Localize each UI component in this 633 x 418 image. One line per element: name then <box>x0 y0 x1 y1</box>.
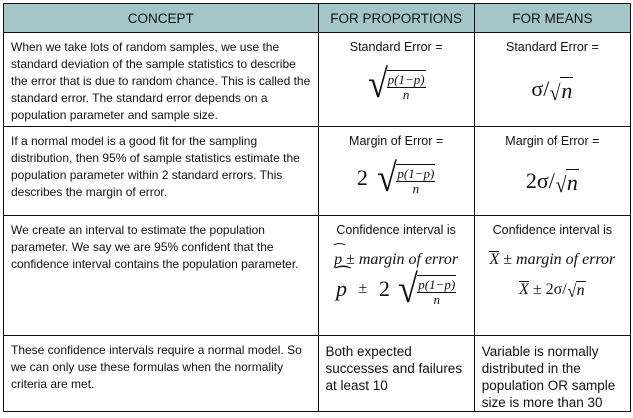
proportions-cell <box>318 216 474 336</box>
formula-label: Confidence interval is <box>336 223 456 237</box>
sqrt-icon: √ $\frac{p(1-p)}{n}$ <box>398 266 456 311</box>
ci-mean-line1: X ± margin of error <box>489 251 616 268</box>
formula-label: Standard Error = <box>349 40 443 54</box>
concept-cell: These confidence intervals require a normal model. So we can only use these formulas when the normality criteria are met. <box>4 336 319 412</box>
means-cell <box>474 33 630 127</box>
table-row-margin-of-error <box>4 127 631 216</box>
ci-mean-line2: X ± 2σ/ √ n <box>519 281 585 301</box>
proportions-cell <box>318 127 474 216</box>
ci-proportion-line1: ⁀ p ± margin of error <box>319 251 474 269</box>
margin-of-error-mean-formula: 2σ/ √ n <box>525 168 578 198</box>
concept-cell: When we take lots of random samples, we use the standard deviation of the sample statistics to describe the error that is due to random chance. This is called the standard error. The standard error depends on a population parameter and sample size. <box>4 33 319 127</box>
margin-of-error-proportion-formula: 2 √ $\frac{p(1-p)}{n}$ <box>356 155 435 200</box>
proportions-cell <box>318 33 474 127</box>
means-cell <box>474 216 630 336</box>
concept-cell: If a normal model is a good fit for the sampling distribution, then 95% of sample statistics estimate the population parameter within 2 standard errors. This describes the margin of error. <box>4 127 319 216</box>
header-means: FOR MEANS <box>474 4 630 33</box>
means-condition-cell: Variable is normally distributed in the population OR sample size is more than 30 <box>474 336 630 412</box>
table-row-conditions <box>4 336 631 412</box>
table-row-confidence-interval <box>4 216 631 336</box>
concept-cell: We create an interval to estimate the population parameter. We say we are 95% confident that the confidence interval contains the population parameter. <box>4 216 319 336</box>
header-proportions: FOR PROPORTIONS <box>318 4 474 33</box>
table-row-standard-error <box>4 33 631 127</box>
formula-label: Margin of Error = <box>349 134 444 148</box>
header-concept: CONCEPT <box>4 4 319 33</box>
formula-label: Confidence interval is <box>492 223 613 237</box>
header-row <box>4 4 631 33</box>
standard-error-mean-formula: σ/ √ n <box>531 76 573 106</box>
proportions-condition-cell: Both expected successes and failures at least 10 <box>318 336 474 412</box>
standard-error-proportion-formula <box>319 61 474 106</box>
formula-label: Standard Error = <box>505 40 599 54</box>
sqrt-icon: √ $\frac{p(1-p)}{n}$ <box>367 61 425 106</box>
ci-proportion-line2: ⁀ p ± 2 √ $\frac{p(1-p)}{n}$ <box>319 271 474 307</box>
sqrt-icon: √ $\frac{p(1-p)}{n}$ <box>377 155 435 200</box>
formula-label: Margin of Error = <box>505 134 600 148</box>
statistics-concepts-table <box>3 3 631 412</box>
means-cell <box>474 127 630 216</box>
